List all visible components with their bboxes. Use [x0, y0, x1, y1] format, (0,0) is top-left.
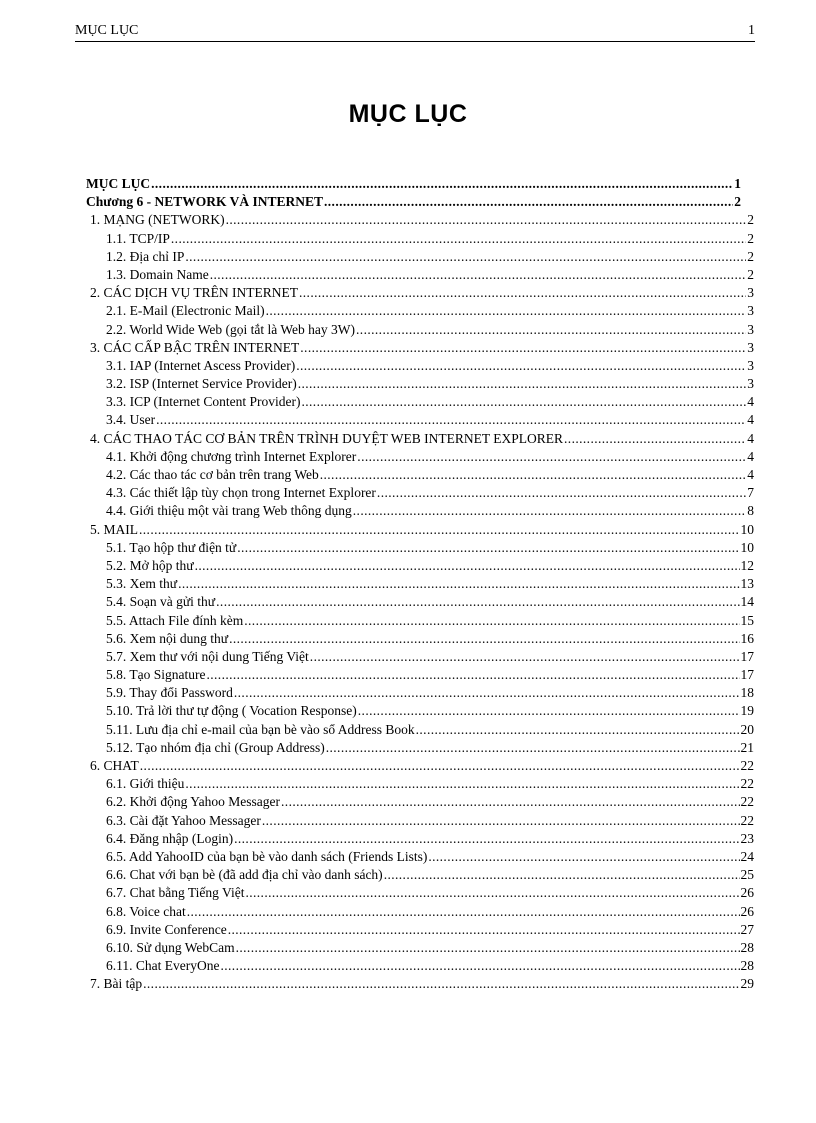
toc-entry-label: 6.4. Đăng nhập (Login): [106, 830, 234, 846]
toc-entry[interactable]: [86, 666, 754, 684]
toc-entry[interactable]: [86, 684, 754, 702]
toc-entry[interactable]: [86, 593, 754, 611]
toc-entry-page: 21: [740, 739, 754, 755]
toc-entry[interactable]: [86, 575, 754, 593]
toc-entry[interactable]: [86, 702, 754, 720]
toc-entry-label: 5.6. Xem nội dung thư: [106, 630, 229, 646]
toc-dot-leader: [266, 302, 747, 320]
toc-dot-leader: [151, 175, 733, 193]
toc-entry[interactable]: [86, 612, 754, 630]
toc-entry[interactable]: [86, 521, 754, 539]
toc-dot-leader: [326, 739, 740, 757]
toc-entry-page: 15: [740, 612, 754, 628]
toc-entry-page: 4: [747, 394, 754, 410]
toc-entry-page: 28: [740, 939, 754, 955]
toc-dot-leader: [356, 321, 746, 339]
toc-entry-page: 2: [747, 248, 754, 264]
toc-entry-page: 4: [747, 430, 754, 446]
toc-dot-leader: [564, 430, 746, 448]
toc-entry-label: 1.3. Domain Name: [106, 266, 209, 282]
toc-entry-page: 22: [740, 812, 754, 828]
toc-entry-label: 2.1. E-Mail (Electronic Mail): [106, 303, 265, 319]
toc-entry-label: 6.8. Voice chat: [106, 903, 186, 919]
toc-entry[interactable]: [86, 957, 754, 975]
toc-entry-label: 5.1. Tạo hộp thư điện tử: [106, 539, 237, 555]
toc-entry[interactable]: [86, 775, 754, 793]
toc-entry-page: 19: [740, 703, 754, 719]
toc-entry-page: 17: [740, 648, 754, 664]
toc-entry-label: 4.3. Các thiết lập tùy chọn trong Internet Explorer: [106, 485, 376, 501]
toc-dot-leader: [353, 502, 746, 520]
toc-entry-page: 16: [740, 630, 754, 646]
toc-entry-label: 5.10. Trả lời thư tự động ( Vocation Response): [106, 703, 357, 719]
toc-dot-leader: [216, 593, 739, 611]
toc-dot-leader: [156, 411, 746, 429]
toc-entry-label: 7. Bài tập: [90, 976, 143, 992]
toc-entry-label: 4. CÁC THAO TÁC CƠ BẢN TRÊN TRÌNH DUYỆT WEB INTERNET EXPLORER: [90, 430, 564, 446]
toc-dot-leader: [262, 812, 740, 830]
toc-dot-leader: [171, 230, 746, 248]
toc-entry-page: 22: [740, 758, 754, 773]
toc-entry-page: 22: [740, 794, 754, 810]
toc-entry[interactable]: [86, 557, 754, 575]
toc-dot-leader: [234, 684, 740, 702]
toc-entry-label: 4.2. Các thao tác cơ bản trên trang Web: [106, 467, 319, 482]
toc-entry[interactable]: [86, 630, 754, 648]
toc-entry-label: 6.6. Chat với bạn bè (đã add địa chỉ vào danh sách): [106, 867, 383, 883]
toc-entry-label: 6.7. Chat bằng Tiếng Việt: [106, 885, 245, 901]
toc-dot-leader: [310, 648, 740, 666]
toc-entry-page: 20: [740, 721, 754, 737]
toc-entry[interactable]: [86, 321, 754, 339]
toc-entry[interactable]: [86, 903, 754, 921]
toc-entry-label: 5.3. Xem thư: [106, 576, 178, 592]
header-title: MỤC LỤC: [75, 23, 139, 38]
toc-dot-leader: [210, 266, 747, 284]
toc-entry-page: 27: [740, 921, 754, 937]
toc-entry-label: 5.12. Tạo nhóm địa chỉ (Group Address): [106, 739, 325, 755]
toc-entry-label: 1.1. TCP/IP: [106, 230, 170, 246]
toc-entry[interactable]: [86, 411, 754, 429]
toc-entry-label: 4.1. Khởi động chương trình Internet Explorer: [106, 448, 357, 464]
toc-entry-page: 26: [740, 903, 754, 919]
toc-entry-label: 5.5. Attach File đính kèm: [106, 612, 244, 628]
toc-entry-label: 6.2. Khởi động Yahoo Messager: [106, 794, 281, 810]
toc-dot-leader: [185, 248, 746, 266]
toc-entry-label: 1. MẠNG (NETWORK): [90, 212, 225, 228]
toc-entry-label: 5. MAIL: [90, 521, 138, 537]
toc-entry-page: 3: [747, 321, 754, 337]
toc-entry[interactable]: [86, 466, 754, 484]
toc-dot-leader: [187, 903, 740, 921]
toc-entry-page: 10: [740, 539, 754, 555]
toc-entry[interactable]: [86, 484, 754, 502]
toc-entry[interactable]: [86, 430, 754, 448]
toc-entry-label: 3.2. ISP (Internet Service Provider): [106, 376, 297, 392]
table-of-contents: [86, 175, 754, 993]
toc-entry[interactable]: [86, 393, 754, 411]
toc-entry-label: 5.7. Xem thư với nội dung Tiếng Việt: [106, 648, 309, 664]
toc-entry[interactable]: [86, 830, 754, 848]
toc-entry-page: 18: [740, 685, 754, 701]
toc-entry-page: 1: [734, 176, 741, 191]
toc-entry-page: 23: [740, 830, 754, 846]
toc-dot-leader: [226, 211, 747, 229]
toc-dot-leader: [143, 975, 739, 993]
toc-entry-label: Chương 6 - NETWORK VÀ INTERNET: [86, 194, 323, 210]
toc-dot-leader: [296, 357, 746, 375]
toc-dot-leader: [140, 757, 740, 775]
toc-entry[interactable]: [86, 866, 754, 884]
toc-entry-label: 5.9. Thay đổi Password: [106, 685, 233, 701]
toc-entry-page: 10: [740, 521, 754, 537]
toc-entry-page: 8: [747, 503, 754, 519]
toc-dot-leader: [237, 539, 739, 557]
toc-entry[interactable]: [86, 648, 754, 666]
toc-entry-label: 5.2. Mở hộp thư: [106, 557, 194, 573]
toc-entry[interactable]: [86, 193, 741, 211]
toc-entry-label: 2. CÁC DỊCH VỤ TRÊN INTERNET: [90, 285, 298, 301]
toc-entry-page: 3: [747, 339, 754, 355]
toc-entry-label: 1.2. Địa chỉ IP: [106, 248, 185, 264]
toc-dot-leader: [245, 884, 739, 902]
toc-entry-label: 3.4. User: [106, 412, 156, 428]
toc-entry-page: 14: [740, 594, 754, 610]
toc-entry[interactable]: [86, 448, 754, 466]
toc-entry-page: 25: [740, 867, 754, 883]
toc-entry-label: 5.11. Lưu địa chỉ e-mail của bạn bè vào sổ Address Book: [106, 721, 415, 737]
toc-entry[interactable]: [86, 812, 754, 830]
toc-dot-leader: [220, 957, 739, 975]
toc-dot-leader: [185, 775, 739, 793]
toc-entry-label: 6.10. Sử dụng WebCam: [106, 939, 235, 955]
toc-entry[interactable]: [86, 284, 754, 302]
toc-entry-page: 2: [747, 212, 754, 228]
toc-dot-leader: [301, 393, 746, 411]
toc-dot-leader: [320, 466, 747, 484]
toc-entry[interactable]: [86, 793, 754, 811]
toc-dot-leader: [178, 575, 739, 593]
toc-entry-page: 4: [747, 448, 754, 464]
toc-dot-leader: [228, 921, 740, 939]
toc-dot-leader: [300, 339, 746, 357]
toc-entry-label: 6.5. Add YahooID của bạn bè vào danh sách (Friends Lists): [106, 848, 428, 864]
toc-entry[interactable]: [86, 339, 754, 357]
toc-entry[interactable]: [86, 502, 754, 520]
toc-dot-leader: [244, 612, 739, 630]
toc-dot-leader: [416, 721, 740, 739]
toc-dot-leader: [229, 630, 739, 648]
toc-entry-page: 28: [740, 958, 754, 974]
toc-entry-page: 4: [747, 467, 754, 482]
toc-dot-leader: [384, 866, 740, 884]
toc-dot-leader: [299, 284, 746, 302]
toc-entry[interactable]: [86, 266, 754, 284]
toc-entry-label: 6.1. Giới thiệu: [106, 776, 185, 792]
toc-entry-label: 3.1. IAP (Internet Ascess Provider): [106, 357, 296, 373]
header-page-number: 1: [748, 23, 755, 38]
toc-entry-page: 26: [740, 885, 754, 901]
toc-dot-leader: [206, 666, 739, 684]
toc-entry-page: 7: [747, 485, 754, 501]
toc-entry[interactable]: [86, 375, 754, 393]
toc-entry-label: 5.8. Tạo Signature: [106, 667, 206, 683]
toc-entry[interactable]: [86, 848, 754, 866]
toc-dot-leader: [428, 848, 739, 866]
toc-dot-leader: [236, 939, 740, 957]
toc-entry-page: 4: [747, 412, 754, 428]
toc-entry-label: 2.2. World Wide Web (gọi tắt là Web hay 3W): [106, 321, 356, 337]
toc-entry[interactable]: [86, 357, 754, 375]
toc-dot-leader: [298, 375, 747, 393]
toc-entry[interactable]: [86, 302, 754, 320]
toc-entry-label: 6. CHAT: [90, 758, 139, 773]
toc-entry-page: 13: [740, 576, 754, 592]
toc-entry[interactable]: [86, 248, 754, 266]
toc-entry-label: 6.3. Cài đặt Yahoo Messager: [106, 812, 261, 828]
toc-entry-label: 6.11. Chat EveryOne: [106, 958, 220, 974]
toc-entry-page: 22: [740, 776, 754, 792]
toc-entry-label: 4.4. Giới thiệu một vài trang Web thông dụng: [106, 503, 352, 519]
toc-entry-page: 3: [747, 357, 754, 373]
toc-entry-label: MỤC LỤC: [86, 176, 151, 191]
toc-entry-label: 5.4. Soạn và gửi thư: [106, 594, 216, 610]
toc-entry-page: 29: [740, 976, 754, 992]
toc-entry[interactable]: [86, 211, 754, 229]
toc-entry[interactable]: [86, 757, 754, 775]
toc-entry[interactable]: [86, 939, 754, 957]
toc-entry[interactable]: [86, 921, 754, 939]
toc-entry-page: 3: [747, 376, 754, 392]
page-title: MỤC LỤC: [348, 100, 468, 128]
toc-entry-label: 3.3. ICP (Internet Content Provider): [106, 394, 301, 410]
toc-entry[interactable]: [86, 175, 741, 193]
toc-dot-leader: [357, 448, 746, 466]
toc-dot-leader: [195, 557, 740, 575]
toc-entry[interactable]: [86, 975, 754, 993]
toc-entry[interactable]: [86, 721, 754, 739]
toc-dot-leader: [324, 193, 733, 211]
toc-dot-leader: [377, 484, 746, 502]
running-header: [75, 22, 755, 42]
toc-entry-page: 2: [747, 266, 754, 282]
toc-entry[interactable]: [86, 739, 754, 757]
toc-entry-label: 3. CÁC CẤP BẬC TRÊN INTERNET: [90, 339, 300, 355]
toc-entry[interactable]: [86, 884, 754, 902]
toc-entry-page: 12: [740, 557, 754, 573]
toc-entry-page: 24: [740, 848, 754, 864]
toc-entry[interactable]: [86, 539, 754, 557]
toc-entry-page: 3: [747, 303, 754, 319]
toc-dot-leader: [234, 830, 739, 848]
toc-entry-page: 2: [747, 230, 754, 246]
toc-dot-leader: [281, 793, 739, 811]
toc-entry[interactable]: [86, 230, 754, 248]
toc-entry-page: 17: [740, 667, 754, 683]
toc-dot-leader: [139, 521, 740, 539]
toc-entry-page: 3: [747, 285, 754, 301]
toc-entry-label: 6.9. Invite Conference: [106, 921, 227, 937]
toc-entry-page: 2: [734, 194, 741, 210]
toc-dot-leader: [358, 702, 740, 720]
